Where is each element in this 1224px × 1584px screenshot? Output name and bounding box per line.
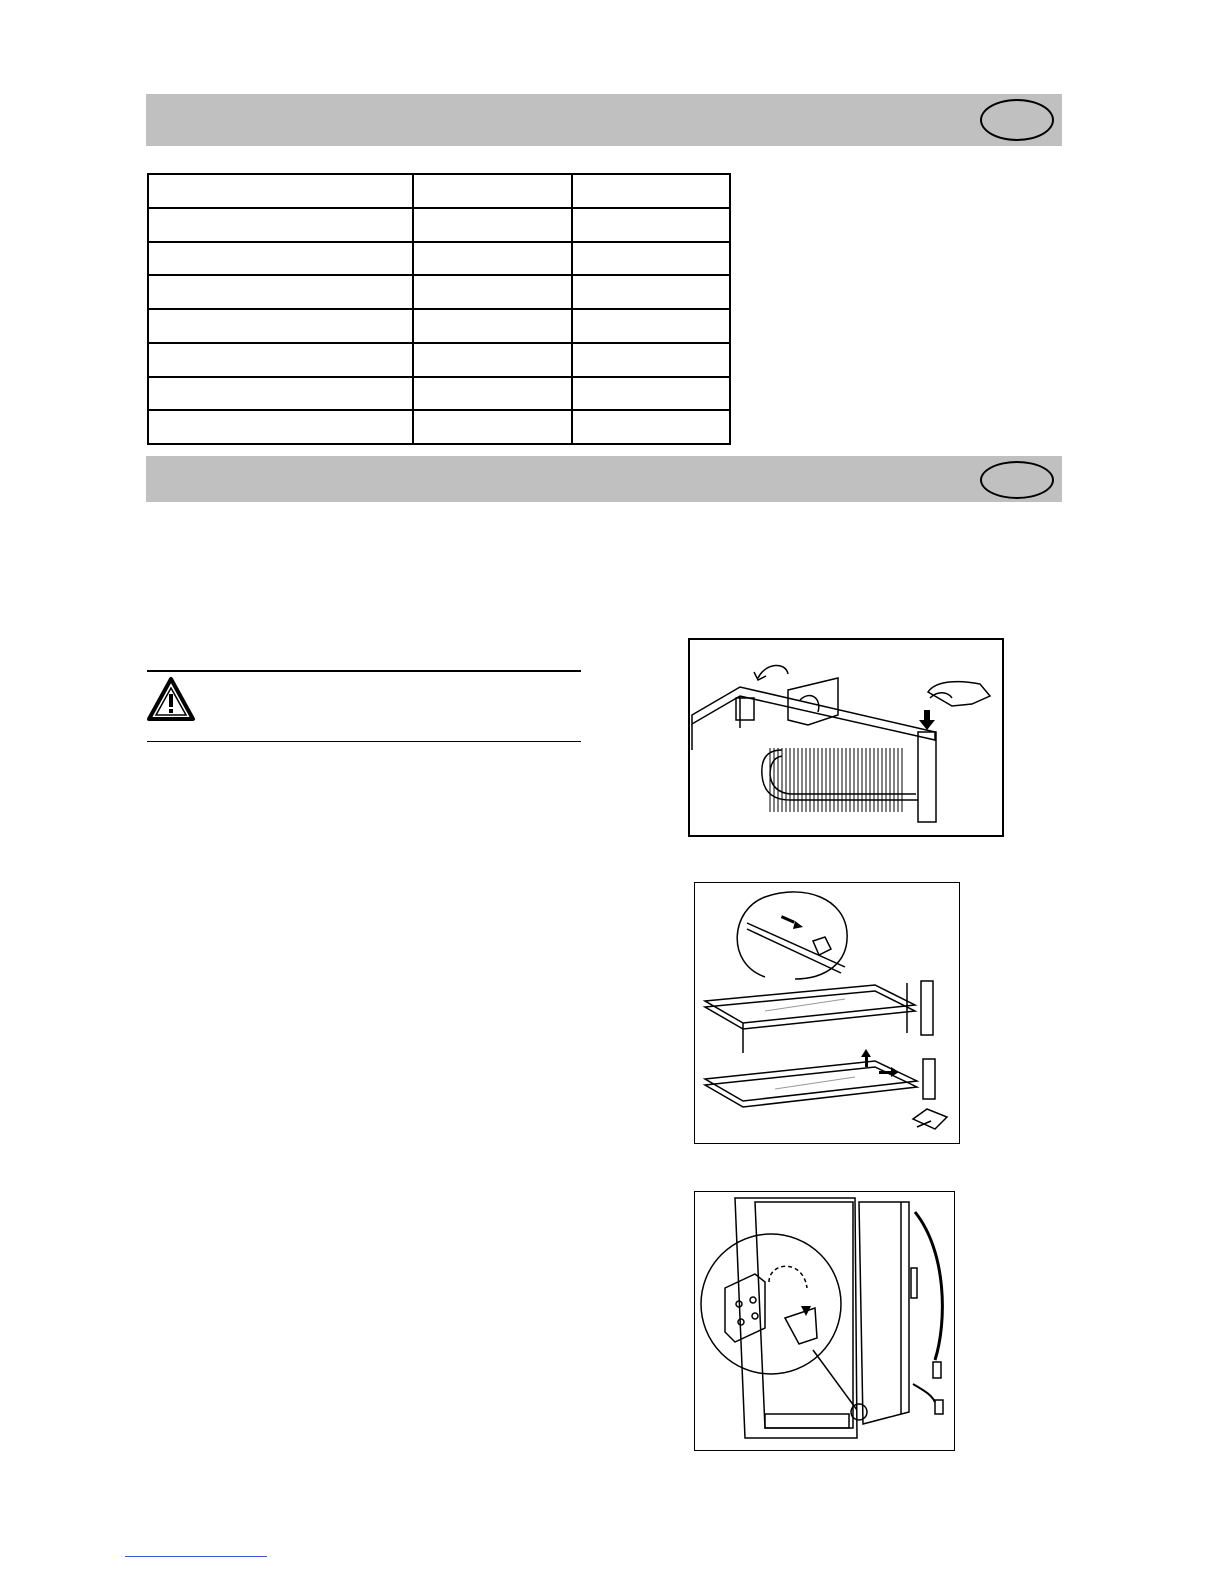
figure-door-hinge	[694, 1191, 955, 1451]
table-cell	[148, 174, 413, 208]
table-cell	[572, 377, 730, 411]
table-cell	[148, 242, 413, 276]
table-cell	[572, 174, 730, 208]
table-row	[148, 275, 730, 309]
table-cell	[413, 377, 572, 411]
shelf-removal-illustration	[695, 883, 959, 1143]
figure-shelf-support-plug	[688, 638, 1004, 837]
table-cell	[413, 275, 572, 309]
footer-link-rule	[125, 1556, 267, 1557]
table-row	[148, 410, 730, 444]
language-badge-oval	[980, 99, 1054, 141]
door-reversal-illustration	[695, 1192, 954, 1450]
table-cell	[148, 208, 413, 242]
warning-bottom-rule	[147, 741, 581, 742]
language-badge-oval	[980, 461, 1054, 499]
table-row	[148, 242, 730, 276]
table-cell	[148, 343, 413, 377]
evaporator-clip-illustration	[690, 640, 1002, 835]
warning-triangle-icon	[146, 676, 196, 722]
figure-shelf-clips	[694, 882, 960, 1144]
table-row	[148, 377, 730, 411]
table-cell	[572, 343, 730, 377]
table-cell	[413, 343, 572, 377]
section-header-band-2	[146, 456, 1062, 502]
table-cell	[413, 410, 572, 444]
table-row	[148, 174, 730, 208]
table-cell	[572, 242, 730, 276]
spec-table	[147, 173, 731, 445]
table-cell	[148, 309, 413, 343]
table-row	[148, 208, 730, 242]
table-cell	[572, 208, 730, 242]
table-cell	[148, 275, 413, 309]
table-cell	[413, 208, 572, 242]
section-header-band-1	[146, 94, 1062, 146]
table-cell	[413, 174, 572, 208]
table-cell	[572, 309, 730, 343]
table-row	[148, 309, 730, 343]
table-row	[148, 343, 730, 377]
table-cell	[148, 410, 413, 444]
table-cell	[572, 410, 730, 444]
table-cell	[413, 242, 572, 276]
warning-top-rule	[147, 670, 581, 672]
table-cell	[148, 377, 413, 411]
table-cell	[413, 309, 572, 343]
table-cell	[572, 275, 730, 309]
